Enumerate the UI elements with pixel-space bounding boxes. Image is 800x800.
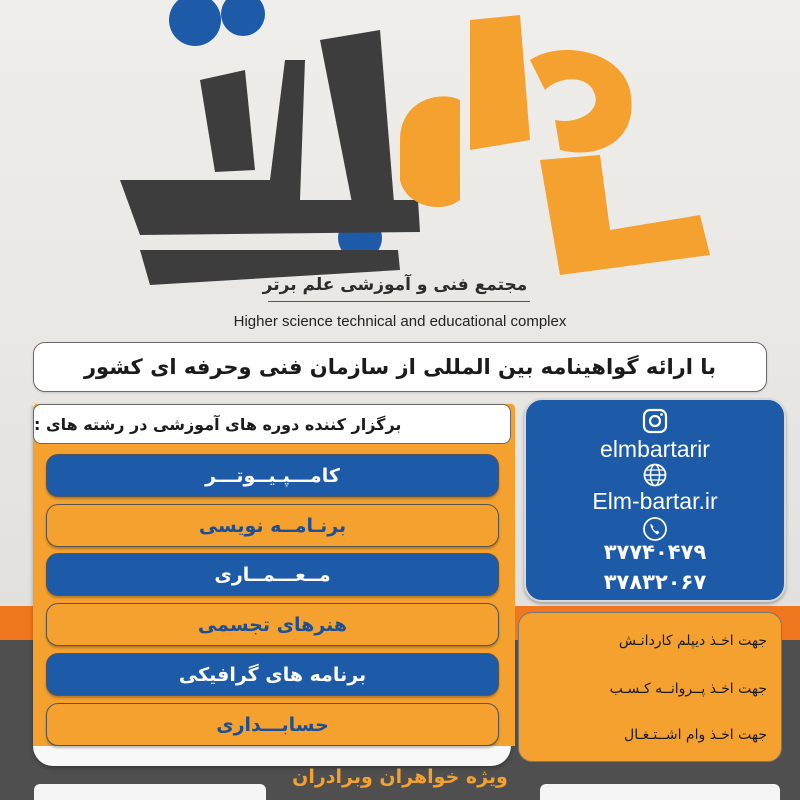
- tagline-divider: [268, 301, 530, 302]
- logo-orange-stroke-2: [470, 15, 530, 150]
- tagline-english: Higher science technical and educational complex: [233, 313, 567, 330]
- tagline-persian: مجتمع فنی و آموزشی علم برتر: [262, 275, 528, 295]
- certificate-banner: با ارائه گواهینامه بین المللی از سازمان فنی وحرفه ای کشور: [33, 342, 767, 392]
- phone-number-1: ۳۷۷۴۰۴۷۹: [603, 540, 707, 564]
- courses-header: برگزار کننده دوره های آموزشی در رشته های :: [33, 404, 511, 444]
- purpose-diploma: جهت اخـذ دیپلم کاردانـش: [618, 633, 767, 649]
- course-visual-arts: هنرهای تجسمی: [46, 603, 499, 646]
- course-accounting: حسابـــداری: [46, 703, 499, 746]
- course-graphics: برنامه های گرافیکی: [46, 653, 499, 696]
- instagram-handle: elmbartarir: [600, 436, 710, 462]
- globe-icon: [642, 462, 668, 488]
- logo-dot-top: [169, 0, 221, 46]
- phone-number-2: ۳۷۸۳۲۰۶۷: [603, 570, 707, 594]
- course-programming: برنـامــه نویسی: [46, 504, 499, 547]
- website-url: Elm-bartar.ir: [592, 488, 718, 514]
- logo-graphic: [0, 0, 800, 310]
- logo-dot-top-2: [221, 0, 265, 36]
- logo-dark-stroke-3: [320, 30, 395, 218]
- logo-orange-stroke-3: [530, 50, 632, 153]
- course-architecture: مــعـــمــاری: [46, 553, 499, 596]
- purpose-loan: جهت اخـذ وام اشــتـغـال: [624, 727, 767, 743]
- course-computer: کامـــپـیــوتـــر: [46, 454, 499, 497]
- purpose-box: [518, 612, 782, 762]
- bottom-bar-right: [540, 784, 780, 800]
- logo-orange-stroke-4: [540, 155, 710, 275]
- phone-icon: [642, 516, 668, 542]
- audience-note: ویژه خواهران وبرادران: [292, 766, 508, 788]
- logo-orange-stroke-1: [400, 96, 460, 207]
- logo-dark-stroke-4: [200, 70, 255, 172]
- contact-box: [524, 398, 786, 602]
- instagram-icon: [642, 408, 668, 434]
- purpose-license: جهت اخـذ پــروانــه کـسـب: [609, 681, 767, 697]
